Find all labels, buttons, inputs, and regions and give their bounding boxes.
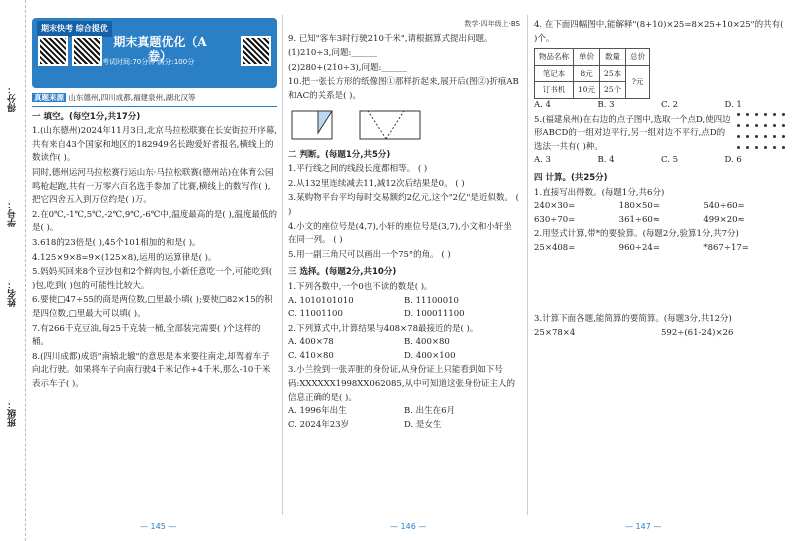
exam-header <box>32 18 277 88</box>
question: 8.(四川成都)成语"南辕北辙"的意思是本来要往南走,却驾着车子向北行驶。如果将车子向南行驶4千米记作+4千米,那么-10千米表示车子( )。 <box>32 351 271 389</box>
calc-item: 499×20≈ <box>703 214 745 225</box>
table-cell: 8元 <box>574 65 600 82</box>
fold-diagram-2 <box>356 107 426 145</box>
options <box>288 419 520 433</box>
calc-item: 592÷(61-24)×26 <box>661 327 734 338</box>
section-fill: 一 填空。(每空1分,共17分) <box>32 111 141 122</box>
question: 1.(山东德州)2024年11月3日,北京马拉松联赛在长安街拉开序幕,共有来自43个国家和地区的182949名长跑爱好者报名,横线上的数读作( )。 <box>32 126 278 164</box>
table-cell: 笔记本 <box>535 65 574 82</box>
section-choice: 三 选择。(每题2分,共10分) <box>288 267 397 278</box>
question: 5.用一副三角尺可以画出一个75°的角。 ( ) <box>288 249 451 260</box>
table-cell: 订书机 <box>535 82 574 99</box>
options <box>288 336 520 350</box>
question: 1.下列各数中,一个0也不读的数是( )。 <box>288 281 433 292</box>
exam-full-score: 满分:100分 <box>157 58 195 66</box>
option: B. 出生在6月 <box>404 406 456 417</box>
question: 2.下列算式中,计算结果与408×78最接近的是( )。 <box>288 323 479 334</box>
qr-code-icon <box>241 36 271 66</box>
calc-row <box>534 214 788 228</box>
question: (1)210÷3,问题:______ <box>288 48 377 59</box>
option: A. 3 <box>534 155 551 166</box>
option: B. 3 <box>597 99 615 110</box>
table-cell: 25本 <box>600 65 626 82</box>
question: 6.要使□47÷55的商是两位数,□里最小填( );要使□82×15的积是四位数,□里最大可以填( )。 <box>32 295 273 319</box>
options <box>288 308 520 322</box>
table-cell: 单价 <box>574 49 600 66</box>
option: C. 2024年23岁 <box>288 419 350 430</box>
question: 7.有266千克豆油,每25千克装一桶,全部装完需要( )个这样的桶。 <box>32 323 261 348</box>
option: B. 4 <box>597 155 615 166</box>
question: (2)280+(210÷3),问题:______ <box>288 62 407 73</box>
option: C. 2 <box>661 99 679 110</box>
source-regions: 山东德州,四川成都,福建泉州,湖北汉等 <box>68 93 196 102</box>
question: 9. 已知"客车3时行驶210千米",请根据算式提出问题。 <box>288 33 493 44</box>
calc-item: 960÷24= <box>618 242 660 253</box>
fold-figure <box>288 107 520 145</box>
calc-item: 180×50= <box>618 201 660 212</box>
dot-question <box>534 113 788 155</box>
option: D. 100011100 <box>404 309 465 320</box>
question: 2.用竖式计算,带*的要验算。(每题2分,验算1分,共7分) <box>534 229 739 240</box>
option: A. 1996年出生 <box>288 406 347 417</box>
table-cell: 10元 <box>574 82 600 99</box>
question: 3.618的23倍是( ),45个101相加的和是( )。 <box>32 237 201 248</box>
column-2 <box>288 18 520 432</box>
option: B. 400×80 <box>404 337 450 348</box>
section-judge: 二 判断。(每题1分,共5分) <box>288 149 391 160</box>
question: 同时,德州运河马拉松赛行运山东·马拉松联赛(德州站)在体育公园鸣枪起跑,共有一万零六百名选手参加了比赛,横线上的数写作( ),把它四舍五入到万位约是( )万。 <box>32 167 274 206</box>
calc-row <box>534 327 788 341</box>
question: 3.计算下面各题,能简算的要简算。(每题3分,共12分) <box>534 313 732 324</box>
dot-grid <box>737 113 788 155</box>
question: 1.直接写出得数。(每题1分,共6分) <box>534 187 665 198</box>
option: D. 是女生 <box>404 419 442 430</box>
page-number: — 147 — <box>625 522 662 531</box>
qr-code-icon <box>38 36 68 66</box>
options <box>288 350 520 364</box>
question: 5.妈妈买回来8个豆沙包和2个鲜肉包,小新任意吃一个,可能吃到( )包,吃到( )包的可能性比较大。 <box>32 267 273 291</box>
option: A. 4 <box>534 99 551 110</box>
option: D. 6 <box>724 155 742 166</box>
column-1 <box>32 18 277 391</box>
question: 4.125×9×8=9×(125×8),运用的运算律是( )。 <box>32 252 217 263</box>
table-cell: 25个 <box>600 82 626 99</box>
question: 4. 在下面四幅图中,能解释"(8+10)×25=8×25+10×25"的共有( )个。 <box>534 20 784 44</box>
option: C. 11001100 <box>288 309 343 320</box>
exam-time: 考试时间:70分钟 <box>102 58 156 66</box>
column-divider <box>527 15 528 515</box>
class-label: 班级： <box>8 400 18 427</box>
name-label: 姓名： <box>8 280 18 307</box>
column-divider <box>282 15 283 515</box>
question: 5.(福建泉州)在右边的点子图中,选取一个点D,使四边形ABCD的一组对边平行,另一组对边不平行,点D的选法一共有( )种。 <box>534 114 731 152</box>
question: 2.从132里连续减去11,减12次后结果是0。 ( ) <box>288 178 465 189</box>
option: B. 11100010 <box>404 295 459 306</box>
exam-meta <box>102 56 194 70</box>
page-number: — 145 — <box>140 522 177 531</box>
calc-item: *867÷17= <box>703 242 749 253</box>
page-number: — 146 — <box>390 522 427 531</box>
option: A. 1010101010 <box>288 295 354 306</box>
fold-diagram-1 <box>288 107 348 145</box>
score-label: 得分： <box>8 85 18 112</box>
question: 1.平行线之间的线段长度都相等。 ( ) <box>288 164 428 175</box>
calc-item: 630÷70= <box>534 214 576 225</box>
column-3 <box>534 18 788 340</box>
option: D. 1 <box>724 99 742 110</box>
table-cell: 物品名称 <box>535 49 574 66</box>
calc-item: 25×78×4 <box>534 327 576 338</box>
question: 10.把一张长方形的纸像图①那样折起来,展开后(图②)折痕AB和AC的关系是( )。 <box>288 77 519 101</box>
question: 2.在0℃,-1℃,5℃,-2℃,9℃,-6℃中,温度最高的是( ),温度最低的是( )。 <box>32 209 277 234</box>
options <box>288 405 520 419</box>
option: D. 400×100 <box>404 350 456 361</box>
calc-row <box>534 200 788 214</box>
question: 3.某购物平台平均每时交易额约2亿元,这个"2亿"是近似数。 ( ) <box>288 193 519 217</box>
calc-item: 240×30= <box>534 201 576 212</box>
calc-item: 25×408= <box>534 242 576 253</box>
id-label: 学号： <box>8 200 18 227</box>
price-table <box>534 48 650 99</box>
question: 3.小兰捡到一张弄脏的身份证,从身份证上只能看到如下号码:XXXXXX1998XX062085,从中可知道这张身份证主人的信息正确的是( )。 <box>288 365 516 403</box>
calc-item: 361÷60≈ <box>618 214 660 225</box>
exam-title: 期末真题优化（A卷） <box>113 35 207 63</box>
qr-code-icon <box>72 36 102 66</box>
option: C. 410×80 <box>288 350 334 361</box>
calc-item: 540÷60= <box>703 201 745 212</box>
table-cell: ?元 <box>626 65 650 98</box>
grade-label: 数学·四年级上·BS <box>464 20 520 28</box>
header-tag: 期末快考 综合提优 <box>37 21 112 37</box>
table-cell: 数量 <box>600 49 626 66</box>
table-cell: 总价 <box>626 49 650 66</box>
calc-row <box>534 242 788 312</box>
option: A. 400×78 <box>288 337 334 348</box>
options <box>534 154 788 168</box>
source-tag: 真题来源 <box>34 93 64 102</box>
options <box>534 99 788 113</box>
question: 4.小文的座位号是(4,7),小轩的座位号是(3,7),小文和小轩坐在同一列。 ( ) <box>288 221 512 246</box>
options <box>288 295 520 309</box>
source-line <box>32 91 277 107</box>
section-calc: 四 计算。(共25分) <box>534 172 608 183</box>
binding-strip <box>0 0 26 541</box>
option: C. 5 <box>661 155 679 166</box>
